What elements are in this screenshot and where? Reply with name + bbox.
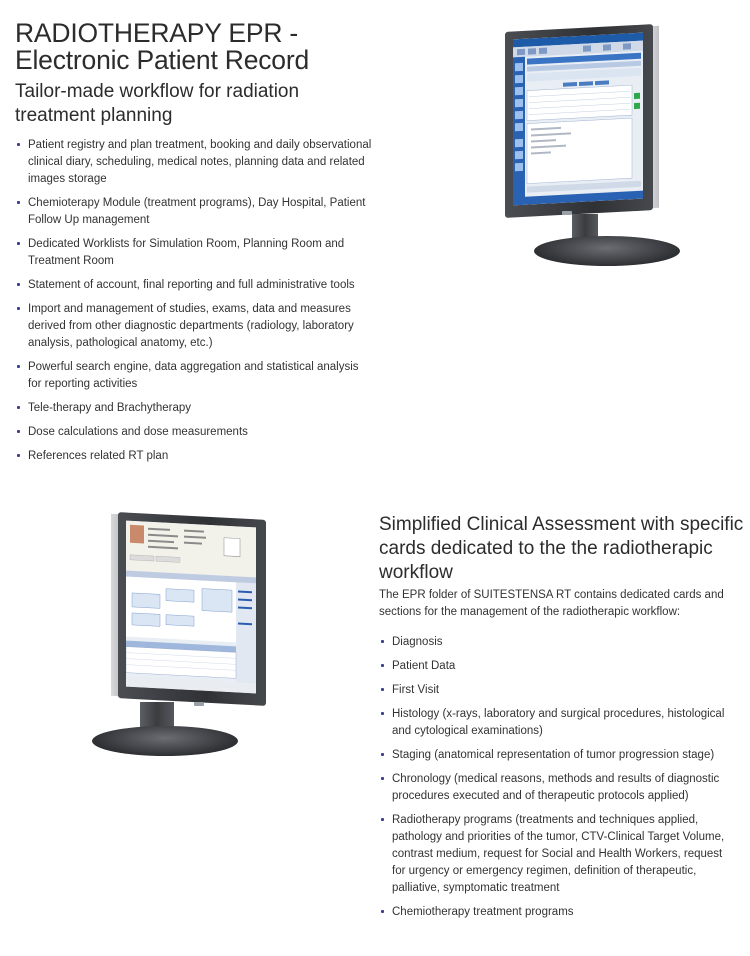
monitor-image-2: [90, 512, 270, 757]
epr-screen-2: [126, 521, 256, 694]
feature-list-2: [379, 634, 734, 928]
list-item: Diagnosis: [379, 634, 734, 651]
section1-subtitle: Tailor-made workflow for radiation treatment planning: [15, 81, 300, 126]
section2-intro: The EPR folder of SUITESTENSA RT contains dedicated cards and sections for the management of the radiotherapic workflow:: [379, 589, 724, 618]
epr-ui-illustration: [513, 33, 643, 206]
list-item: Dedicated Worklists for Simulation Room, Planning Room and Treatment Room: [15, 236, 375, 270]
list-item: First Visit: [379, 682, 734, 699]
list-item: Patient registry and plan treatment, booking and daily observational clinical diary, scheduling, medical notes, planning data and related images storage: [15, 137, 375, 188]
feature-list-1: [15, 137, 375, 472]
list-item: Chemiotherapy treatment programs: [379, 904, 734, 921]
list-item: Statement of account, final reporting and full administrative tools: [15, 277, 375, 294]
page-title: RADIOTHERAPY EPR - Electronic Patient Record: [15, 18, 310, 75]
list-item: Staging (anatomical representation of tumor progression stage): [379, 747, 734, 764]
monitor-image-1: [500, 22, 680, 267]
list-item: Powerful search engine, data aggregation and statistical analysis for reporting activities: [15, 359, 375, 393]
list-item: Tele-therapy and Brachytherapy: [15, 400, 375, 417]
section2-subtitle: Simplified Clinical Assessment with specific cards dedicated to the the radiotherapic workflow: [379, 514, 744, 583]
epr-screen-1: [513, 33, 643, 206]
list-item: Histology (x-rays, laboratory and surgical procedures, histological and cytological examinations): [379, 706, 734, 740]
list-item: Patient Data: [379, 658, 734, 675]
list-item: Chemioterapy Module (treatment programs), Day Hospital, Patient Follow Up management: [15, 195, 375, 229]
list-item: Import and management of studies, exams, data and measures derived from other diagnostic departments (radiology, laboratory analysis, pathological anatomy, etc.): [15, 301, 375, 352]
list-item: Chronology (medical reasons, methods and results of diagnostic procedures executed and of therapeutic protocols applied): [379, 771, 734, 805]
list-item: Dose calculations and dose measurements: [15, 424, 375, 441]
list-item: Radiotherapy programs (treatments and techniques applied, pathology and priorities of the tumor, CTV-Clinical Target Volume, contrast medium, request for Social and Health Workers, request for urgency or emergency regimen, definition of therapeutic, palliative, symptomatic treatment: [379, 812, 734, 897]
epr-ui-illustration-2: [126, 521, 256, 694]
list-item: References related RT plan: [15, 448, 375, 465]
